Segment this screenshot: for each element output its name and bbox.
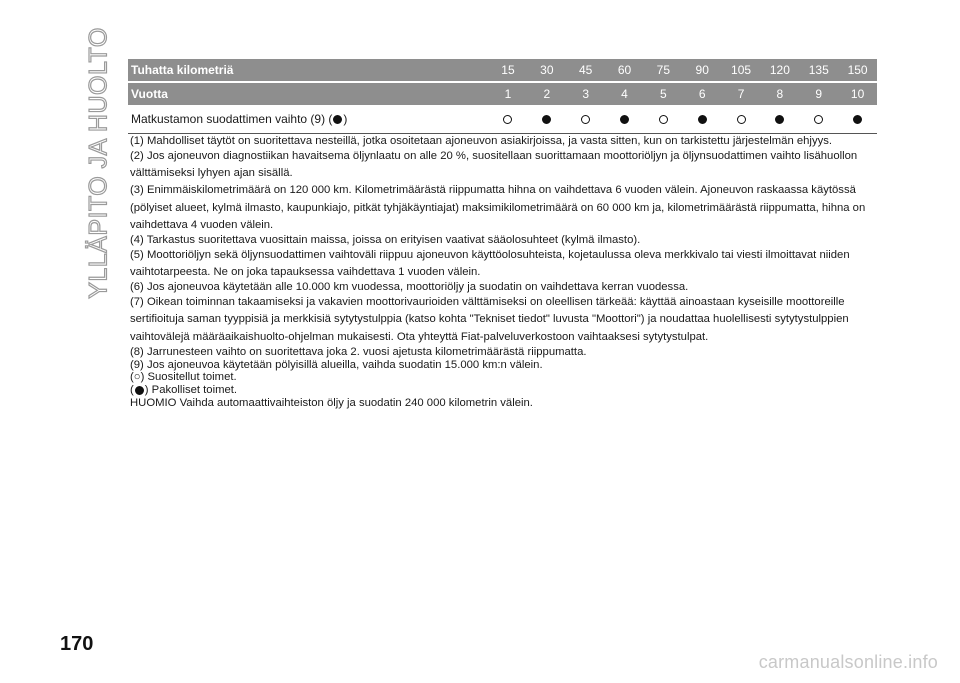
year-cell: 2 [543,87,551,101]
footnote-7: (7) Oikean toiminnan takaamiseksi ja vakavien moottorivaurioiden välttämiseksi on oleellisen tärkeää: käyttää ainoastaan kyseisille moottoreille sertifioituja saman tyyppisiä ja merkkisiä sytytystulppia (katso kohta "Tekniset tiedot" luvusta "Moottori") ja noudattaa huolellisesti sytytystulppien vaihtovälejä määräaikaishuolto-ohjelman mukaisesti. Ota yhteyttä Fiat-palveluverkostoon vaihtaaksesi sytytystulpat. [130,296,849,343]
footnotes [130,135,880,410]
filled-circle-icon [135,386,144,395]
open-circle-icon [737,115,746,124]
schedule-cell [760,112,799,126]
footnote-4: (4) Tarkastus suoritettava vuosittain maissa, joissa on erityisen vaativat sääolosuhteet (kylmä ilmasto). [130,234,641,247]
open-circle-icon [814,115,823,124]
schedule-cell [722,112,761,126]
maintenance-schedule-table [128,59,877,134]
year-cell: 8 [776,87,784,101]
year-cell: 10 [850,87,865,101]
km-cell: 135 [808,63,829,77]
schedule-cell [489,112,528,126]
cabin-filter-label-text: Matkustamon suodattimen vaihto (9) ( [131,112,333,126]
year-cell: 9 [815,87,823,101]
schedule-cell [799,112,838,126]
schedule-cell [683,112,722,126]
cabin-filter-row [128,105,877,134]
legend-mandatory: ( ) Pakolliset toimet. [130,384,238,397]
km-cell: 90 [695,63,709,77]
schedule-cell [644,112,683,126]
watermark: carmanualsonline.info [758,652,938,672]
footnote-6: (6) Jos ajoneuvoa käytetään alle 10.000 km vuodessa, moottoriöljy ja suodatin on vaihdettava kerran vuodessa. [130,281,689,294]
legend-mandatory-text: Pakolliset toimet. [148,384,238,397]
km-cell: 120 [769,63,790,77]
years-header-row [128,83,877,105]
page-number: 170 [60,633,94,655]
schedule-cell [566,112,605,126]
km-header-row [128,59,877,81]
filled-circle-icon [698,115,707,124]
footnote-8: (8) Jarrunesteen vaihto on suoritettava joka 2. vuosi ajetusta kilometrimäärästä riippumatta. [130,346,587,359]
legend-recommended: (○) Suositellut toimet. [130,371,237,384]
open-circle-icon [659,115,668,124]
section-title: YLLÄPITO JA HUOLTO [84,27,113,299]
year-cell: 1 [504,87,512,101]
year-cell: 3 [582,87,590,101]
year-cell: 6 [698,87,706,101]
km-header-label: Tuhatta kilometriä [131,63,234,77]
schedule-cell [605,112,644,126]
km-cell: 45 [578,63,593,77]
filled-circle-icon [775,115,784,124]
km-cell: 150 [847,63,868,77]
km-cell: 75 [656,63,671,77]
km-cell: 30 [540,63,554,77]
huomio-note: HUOMIO Vaihda automaattivaihteiston öljy ja suodatin 240 000 kilometrin välein. [130,396,533,409]
schedule-cell [527,112,566,126]
filled-circle-icon [542,115,551,124]
footnote-3: (3) Enimmäiskilometrimäärä on 120 000 km. Kilometrimäärästä riippumatta hihna on vaihdettava 6 vuoden välein. Ajoneuvon raskaassa käytössä (pölyiset alueet, kylmä ilmasto, kaupunkiajo, pitkät tyhjäkäyntiajat) maksimikilometrimäärä on 60 000 km ja, kilometrimäärästä riippumatta, hihna on vaihdettava 4 vuoden välein. [130,184,866,231]
km-cell: 105 [731,63,752,77]
km-cell: 15 [501,63,515,77]
open-circle-icon [581,115,590,124]
filled-circle-icon [853,115,862,124]
filled-circle-icon [620,115,629,124]
year-cell: 5 [660,87,667,101]
footnote-5: (5) Moottoriöljyn sekä öljynsuodattimen vaihtoväli riippuu ajoneuvon käyttöolosuhteista, kojetaulussa oleva merkkivalo tai viesti ilmoittavat niiden vaihtotarpeesta. Ne on joka tapauksessa vaihdettava 1 vuoden välein. [130,248,850,279]
footnote-2: (2) Jos ajoneuvon diagnostiikan havaitsema öljynlaatu on alle 20 %, suositellaan suorittamaan moottoriöljyn ja öljynsuodattimen vaihto lisähuollon välttämiseksi lyhyen ajan sisällä. [130,149,858,179]
year-cell: 7 [737,87,745,101]
footnote-9: (9) Jos ajoneuvoa käytetään pölyisillä alueilla, vaihda suodatin 15.000 km:n välein. [130,358,543,371]
km-cell: 60 [617,63,632,77]
footnote-1: (1) Mahdolliset täytöt on suoritettava nesteillä, jotka osoitetaan ajoneuvon asiakirjoissa, ja vasta sitten, kun on tarkistettu järjestelmän ehjyys. [130,135,833,147]
year-cell: 4 [621,87,628,101]
years-header-label: Vuotta [131,87,168,101]
cabin-filter-label: Matkustamon suodattimen vaihto (9) ( ) [131,112,348,126]
open-circle-icon [503,115,512,124]
filled-circle-icon [333,115,342,124]
schedule-cell [838,112,877,126]
